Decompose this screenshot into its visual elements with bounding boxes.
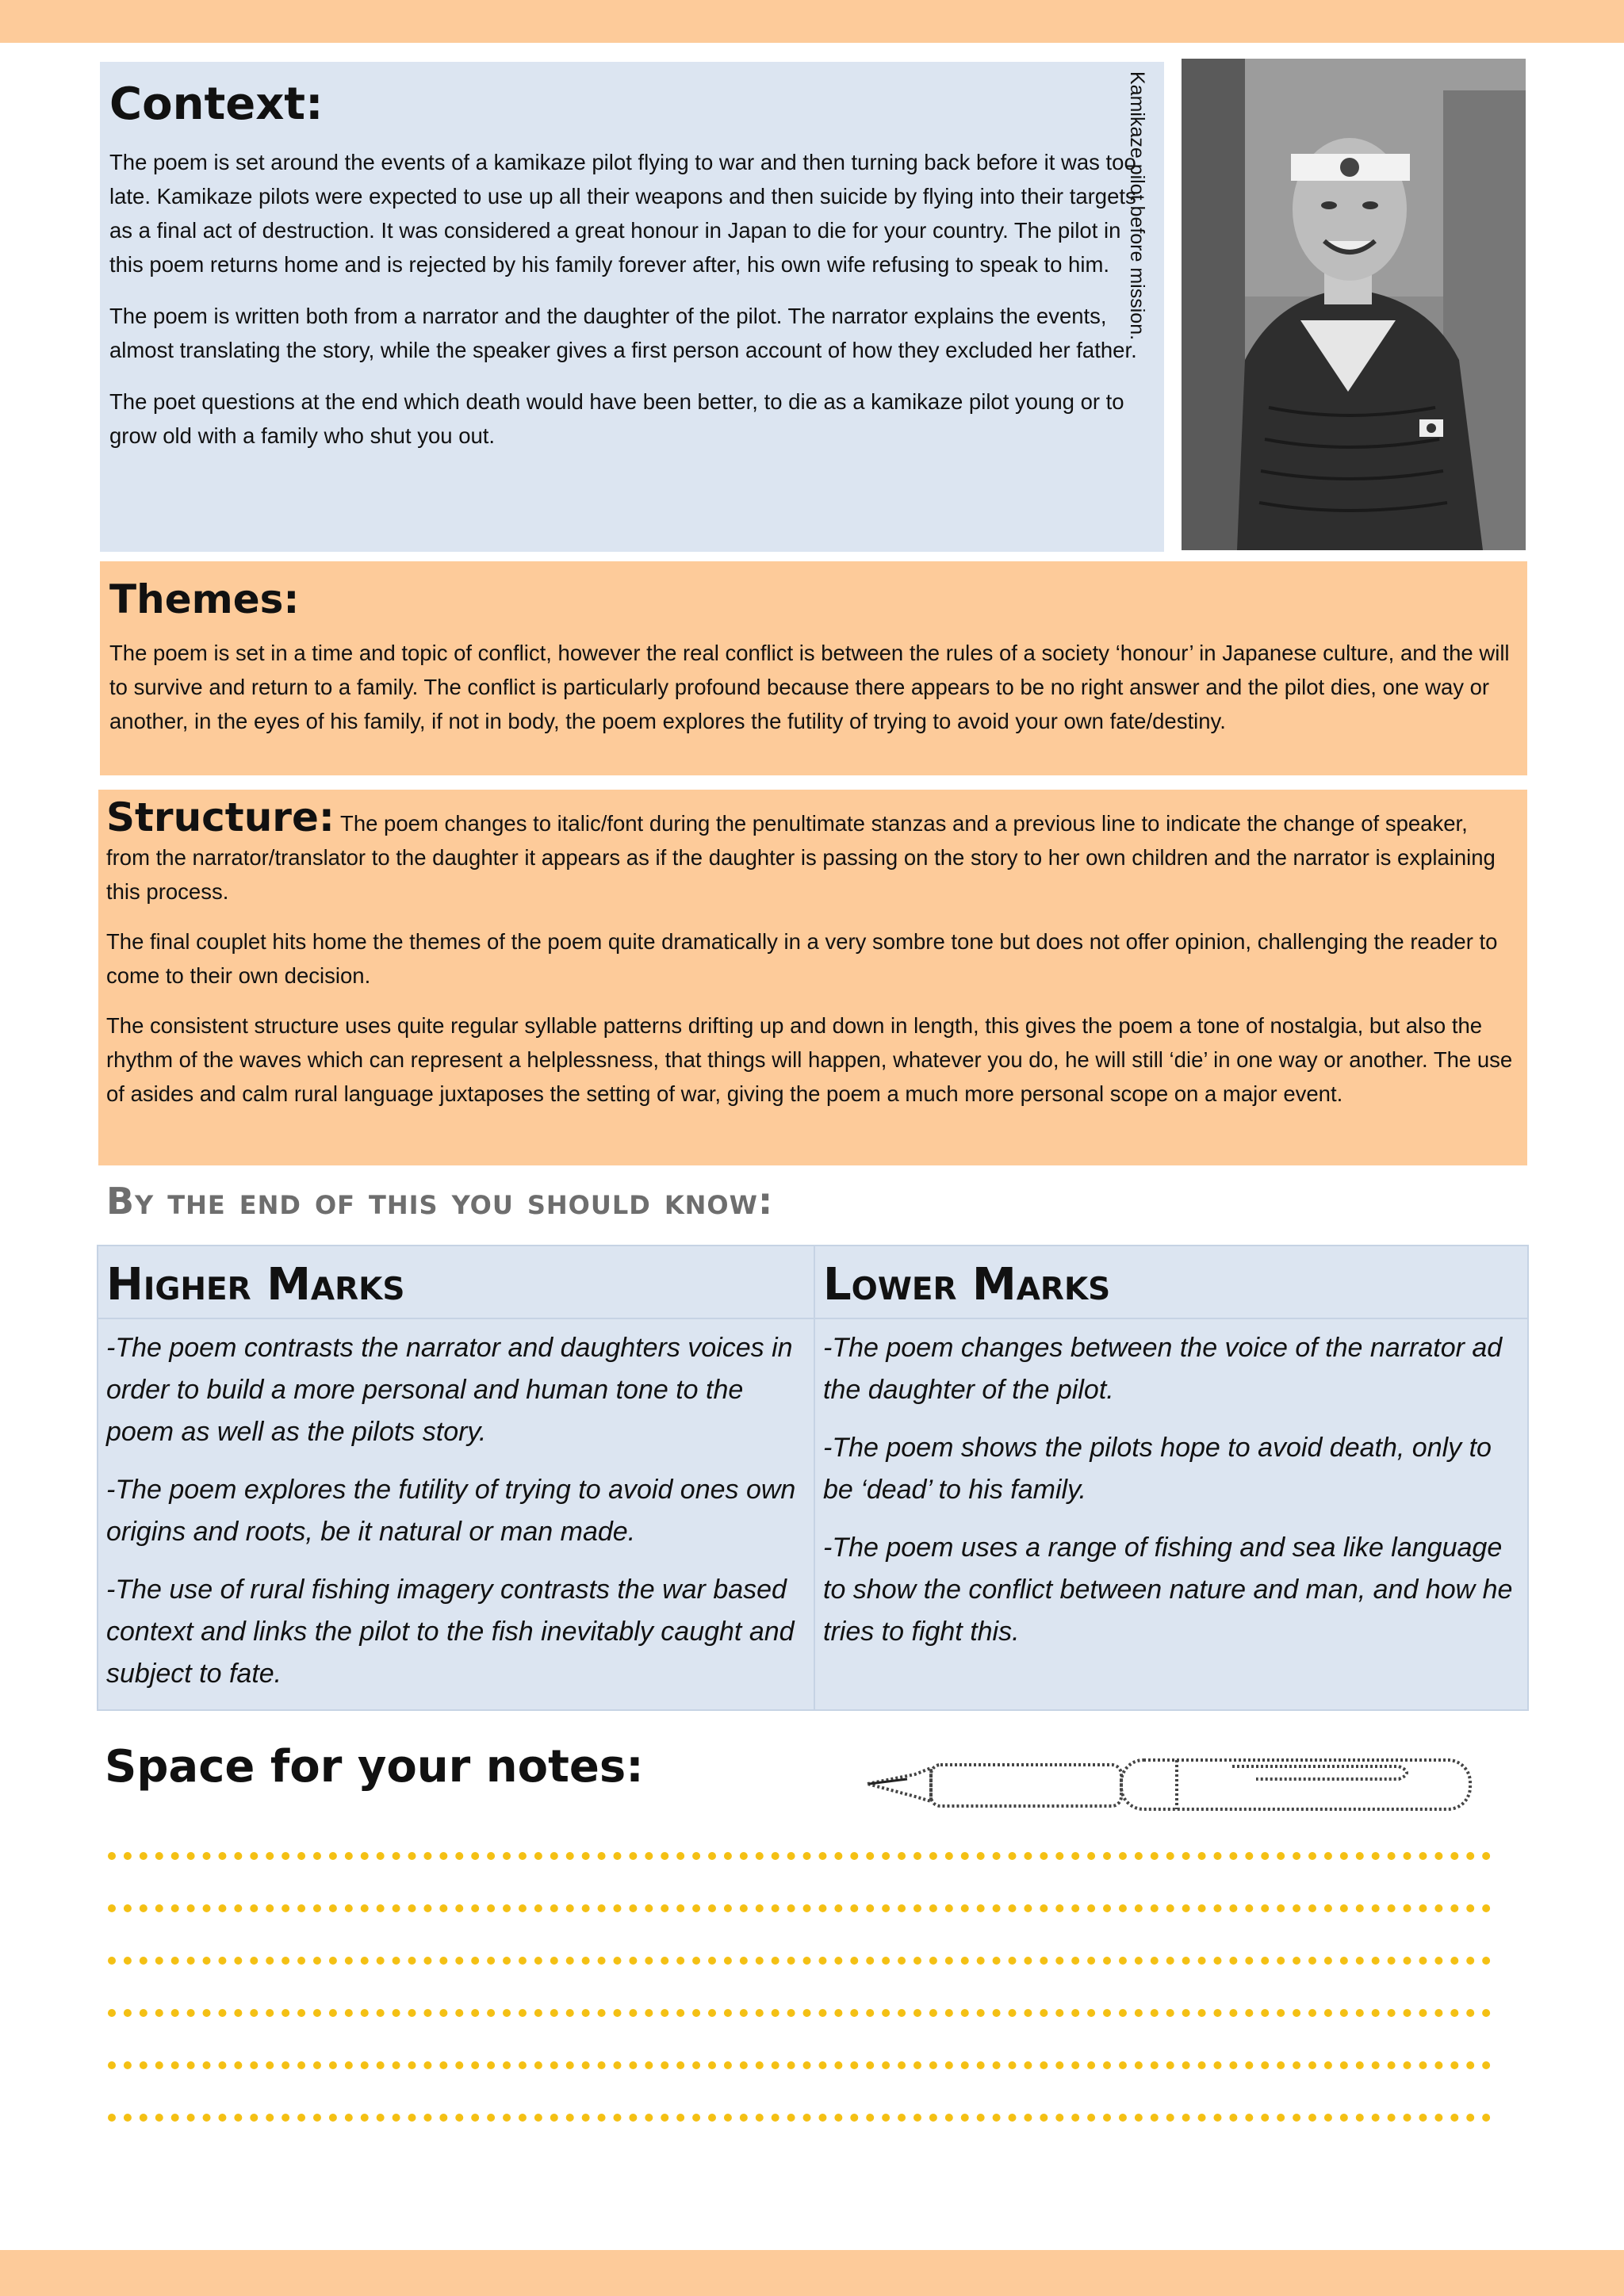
lower-marks-heading: Lower Marks: [815, 1246, 1527, 1319]
lower-marks-item: -The poem shows the pilots hope to avoid death, only to be ‘dead’ to his family.: [823, 1433, 1492, 1505]
notes-line[interactable]: [108, 1904, 1491, 1912]
lower-marks-item: -The poem changes between the voice of the narrator ad the daughter of the pilot.: [823, 1333, 1503, 1405]
context-paragraph-2: The poem is written both from a narrator and the daughter of the pilot. The narrator explains the events, almost translating the story, while the speaker gives a first person account of how they excluded her father.: [109, 304, 1137, 363]
themes-paragraph: The poem is set in a time and topic of conflict, however the real conflict is between the rules of a society ‘honour’ in Japanese culture, and the will to survive and return to a family. The conflict is particularly profound because there appears to be no right answer and the pilot dies, one way or another, in the eyes of his family, if not in body, the poem explores the futility of trying to avoid your own fate/destiny.: [109, 641, 1510, 733]
notes-line[interactable]: [108, 2009, 1491, 2017]
themes-heading: Themes:: [109, 576, 300, 622]
structure-lead: [106, 794, 1516, 909]
structure-heading: Structure:: [106, 794, 335, 840]
fountain-pen-icon: [860, 1728, 1494, 1823]
image-caption: Kamikaze pilot before mission.: [1126, 71, 1148, 341]
marks-table: [97, 1245, 1529, 1711]
kamikaze-pilot-photo: [1182, 59, 1526, 550]
structure-paragraph-3: The consistent structure uses quite regular syllable patterns drifting up and down in length, this gives the poem a tone of nostalgia, but also the rhythm of the waves which can represent a helplessness, that things will happen, whatever you do, he will still ‘die’ in one way or another. The use of asides and calm rural language juxtaposes the setting of war, giving the poem a much more personal scope on a major event.: [106, 1013, 1513, 1106]
themes-panel: [100, 561, 1527, 775]
top-band: [0, 0, 1624, 43]
notes-line[interactable]: [108, 2061, 1491, 2069]
structure-paragraph-2: The final couplet hits home the themes of the poem quite dramatically in a very sombre tone but does not offer opinion, challenging the reader to come to their own decision.: [106, 929, 1498, 988]
lower-marks-item: -The poem uses a range of fishing and sea like language to show the conflict between nature and man, and how he tries to fight this.: [823, 1533, 1513, 1647]
higher-marks-column: [98, 1246, 815, 1709]
context-paragraph-3: The poet questions at the end which death would have been better, to die as a kamikaze pilot young or to grow old with a family who shut you out.: [109, 389, 1124, 449]
higher-marks-heading: Higher Marks: [98, 1246, 814, 1319]
bottom-band: [0, 2250, 1624, 2296]
know-heading: By the end of this you should know:: [106, 1180, 774, 1223]
higher-marks-item: -The poem explores the futility of trying to avoid ones own origins and roots, be it natural or man made.: [106, 1475, 796, 1547]
higher-marks-item: -The use of rural fishing imagery contrasts the war based context and links the pilot to the fish inevitably caught and subject to fate.: [106, 1575, 795, 1689]
structure-panel: [98, 790, 1527, 1165]
notes-line[interactable]: [108, 1957, 1491, 1965]
lower-marks-column: [815, 1246, 1527, 1709]
context-paragraph-1: The poem is set around the events of a kamikaze pilot flying to war and then turning back before it was too late. Kamikaze pilots were expected to use up all their weapons and then suicide by flying into their targets as a final act of destruction. It was considered a great honour in Japan to die for your country. The pilot in this poem returns home and is rejected by his family forever after, his own wife refusing to speak to him.: [109, 150, 1136, 277]
structure-lead-text: The poem changes to italic/font during the penultimate stanzas and a previous line to indicate the change of speaker, from the narrator/translator to the daughter it appears as if the daughter is passing on the story to her own children and the narrator is explaining this process.: [106, 811, 1496, 904]
notes-line[interactable]: [108, 1852, 1491, 1860]
notes-line[interactable]: [108, 2114, 1491, 2122]
notes-heading: Space for your notes:: [105, 1741, 644, 1793]
higher-marks-item: -The poem contrasts the narrator and daughters voices in order to build a more personal and human tone to the poem as well as the pilots story.: [106, 1333, 793, 1447]
context-heading: Context:: [109, 78, 324, 130]
context-panel: [100, 62, 1164, 552]
